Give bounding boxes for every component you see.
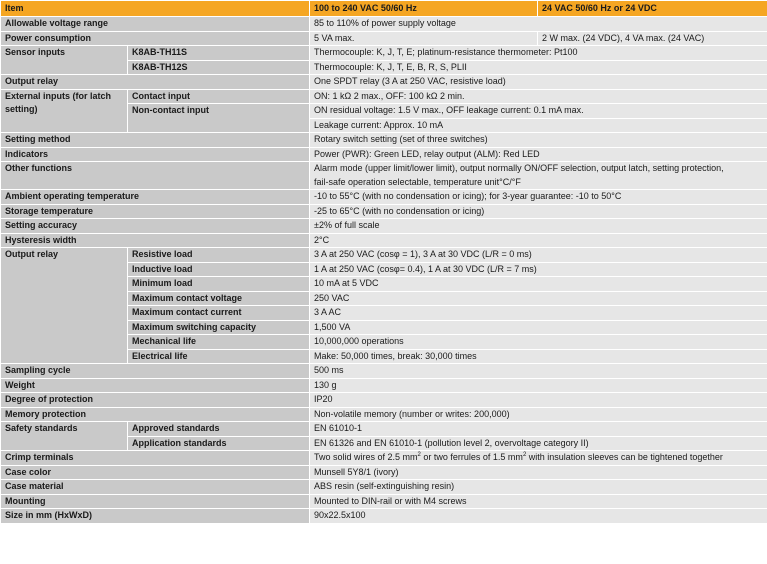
row-value: Rotary switch setting (set of three switches) (310, 133, 767, 148)
table-row (1, 407, 767, 422)
row-sublabel: Application standards (128, 436, 310, 451)
header-ac-supply: 100 to 240 VAC 50/60 Hz (310, 1, 538, 17)
row-sublabel: Mechanical life (128, 335, 310, 350)
table-row (1, 75, 767, 90)
row-sublabel: K8AB-TH12S (128, 60, 310, 75)
row-label: Degree of protection (1, 393, 310, 408)
row-label: Output relay (1, 75, 310, 90)
row-label: Memory protection (1, 407, 310, 422)
row-value-dc: 2 W max. (24 VDC), 4 VA max. (24 VAC) (538, 31, 767, 46)
row-sublabel: Maximum switching capacity (128, 320, 310, 335)
row-value: 85 to 110% of power supply voltage (310, 17, 767, 32)
row-sublabel: Electrical life (128, 349, 310, 364)
table-row (1, 422, 767, 437)
row-value: Thermocouple: K, J, T, E, B, R, S, PLII (310, 60, 767, 75)
row-value: Thermocouple: K, J, T, E; platinum-resistance thermometer: Pt100 (310, 46, 767, 61)
table-row (1, 451, 767, 466)
row-value: 10 mA at 5 VDC (310, 277, 767, 292)
table-row (1, 89, 767, 104)
row-value: EN 61326 and EN 61010-1 (pollution level 2, overvoltage category II) (310, 436, 767, 451)
row-value: ±2% of full scale (310, 219, 767, 234)
table-row (1, 133, 767, 148)
row-sublabel: Approved standards (128, 422, 310, 437)
row-sublabel: Minimum load (128, 277, 310, 292)
row-value: -25 to 65°C (with no condensation or icing) (310, 204, 767, 219)
table-row (1, 494, 767, 509)
row-value: Mounted to DIN-rail or with M4 screws (310, 494, 767, 509)
row-value (310, 451, 767, 466)
row-sublabel: K8AB-TH11S (128, 46, 310, 61)
header-dc-supply: 24 VAC 50/60 Hz or 24 VDC (538, 1, 767, 17)
table-row (1, 204, 767, 219)
row-label: Setting accuracy (1, 219, 310, 234)
table-row (1, 465, 767, 480)
row-label: Sensor inputs (1, 46, 128, 75)
row-value: Munsell 5Y8/1 (ivory) (310, 465, 767, 480)
row-label: Ambient operating temperature (1, 190, 310, 205)
row-label: Power consumption (1, 31, 310, 46)
row-label: Allowable voltage range (1, 17, 310, 32)
superscript-2: 2 (522, 452, 527, 458)
superscript-2: 2 (417, 452, 421, 458)
table-row (1, 147, 767, 162)
row-label: Other functions (1, 162, 310, 190)
row-label: Crimp terminals (1, 451, 310, 466)
row-label: Case material (1, 480, 310, 495)
row-value: Non-volatile memory (number or writes: 200,000) (310, 407, 767, 422)
crimp-text-1: Two solid wires of 2.5 mm (314, 452, 418, 462)
row-value: Leakage current: Approx. 10 mA (310, 118, 767, 133)
row-value: -10 to 55°C (with no condensation or icing); for 3-year guarantee: -10 to 50°C (310, 190, 767, 205)
table-row (1, 17, 767, 32)
table-row (1, 509, 767, 524)
row-value: 250 VAC (310, 291, 767, 306)
table-row (1, 46, 767, 61)
row-label: Sampling cycle (1, 364, 310, 379)
row-value: ON: 1 kΩ 2 max., OFF: 100 kΩ 2 min. (310, 89, 767, 104)
row-value: ON residual voltage: 1.5 V max., OFF leakage current: 0.1 mA max. (310, 104, 767, 119)
row-value: 1 A at 250 VAC (cosφ= 0.4), 1 A at 30 VDC (L/R = 7 ms) (310, 262, 767, 277)
row-value-ac: 5 VA max. (310, 31, 538, 46)
header-item: Item (1, 1, 310, 17)
table-row (1, 162, 767, 190)
row-value: 3 A AC (310, 306, 767, 321)
table-row (1, 480, 767, 495)
row-label: Output relay (1, 248, 128, 364)
table-row (1, 190, 767, 205)
row-value: 3 A at 250 VAC (cosφ = 1), 3 A at 30 VDC (L/R = 0 ms) (310, 248, 767, 263)
row-value: 90x22.5x100 (310, 509, 767, 524)
row-value: 130 g (310, 378, 767, 393)
table-row (1, 393, 767, 408)
row-sublabel: Maximum contact current (128, 306, 310, 321)
row-label: Size in mm (HxWxD) (1, 509, 310, 524)
row-value: 2°C (310, 233, 767, 248)
row-label: Hysteresis width (1, 233, 310, 248)
row-label: Setting method (1, 133, 310, 148)
table-row (1, 233, 767, 248)
row-sublabel: Inductive load (128, 262, 310, 277)
row-value: Make: 50,000 times, break: 30,000 times (310, 349, 767, 364)
table-row (1, 31, 767, 46)
table-row (1, 219, 767, 234)
crimp-text-3: with insulation sleeves can be tightened together (526, 452, 723, 462)
row-label: Case color (1, 465, 310, 480)
row-label: Weight (1, 378, 310, 393)
row-value: 10,000,000 operations (310, 335, 767, 350)
row-value: ABS resin (self-extinguishing resin) (310, 480, 767, 495)
row-sublabel: Contact input (128, 89, 310, 104)
row-label: Safety standards (1, 422, 128, 451)
row-label: Indicators (1, 147, 310, 162)
row-sublabel: Non-contact input (128, 104, 310, 133)
other-functions-line2: fail-safe operation selectable, temperature unit°C/°F (314, 176, 521, 187)
row-label: Mounting (1, 494, 310, 509)
row-sublabel: Resistive load (128, 248, 310, 263)
crimp-text-2: or two ferrules of 1.5 mm (420, 452, 523, 462)
row-sublabel: Maximum contact voltage (128, 291, 310, 306)
row-value: EN 61010-1 (310, 422, 767, 437)
row-value (310, 162, 767, 190)
row-value: 500 ms (310, 364, 767, 379)
row-value: One SPDT relay (3 A at 250 VAC, resistive load) (310, 75, 767, 90)
row-label: External inputs (for latch setting) (1, 89, 128, 133)
table-row (1, 378, 767, 393)
row-value: IP20 (310, 393, 767, 408)
row-value: Power (PWR): Green LED, relay output (ALM): Red LED (310, 147, 767, 162)
table-row (1, 364, 767, 379)
row-label: Storage temperature (1, 204, 310, 219)
row-value: 1,500 VA (310, 320, 767, 335)
table-header-row (1, 1, 767, 17)
other-functions-line1: Alarm mode (upper limit/lower limit), output normally ON/OFF selection, output latch, setting protection, (314, 163, 724, 173)
table-row (1, 248, 767, 263)
